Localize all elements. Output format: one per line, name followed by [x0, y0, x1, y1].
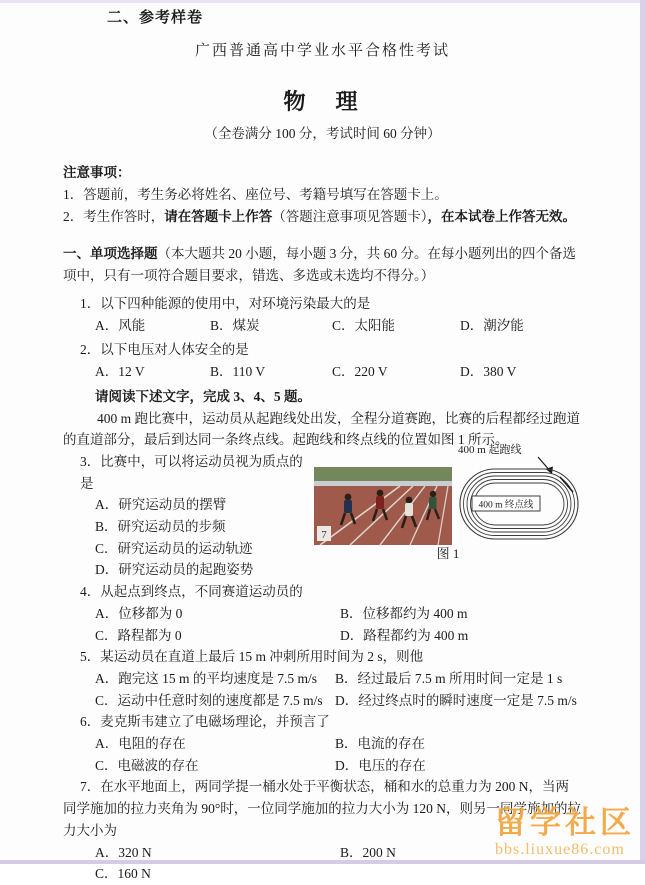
option-a: A．跑完这 15 m 的平均速度是 7.5 m/s	[95, 670, 318, 686]
subject-title: 物 理	[283, 89, 362, 114]
option-d: D．研究运动员的起跑姿势	[95, 562, 254, 578]
question-3-stem: 3．比赛中，可以将运动员视为质点的是	[80, 453, 303, 491]
exam-title: 广西普通高中学业水平合格性考试	[194, 43, 450, 59]
notice-block	[63, 162, 582, 228]
question-1-options	[95, 315, 582, 337]
option-d: D．经过终点时的瞬时速度一定是 7.5 m/s	[335, 692, 577, 708]
option-c: C．160 N	[95, 866, 151, 882]
option-a: A．研究运动员的摆臂	[95, 497, 227, 513]
notice-item-2	[63, 206, 582, 228]
question-6	[63, 711, 582, 776]
question-1	[63, 293, 582, 336]
option-d: D．380 V	[460, 364, 517, 380]
question-1-stem: 1．以下四种能源的使用中，对环境污染最大的是	[80, 296, 371, 311]
scan-edge-right	[640, 0, 645, 864]
option-c: C．太阳能	[332, 317, 396, 333]
option-a: A．12 V	[95, 364, 145, 380]
figure-1-media	[314, 441, 582, 545]
option-c: C．研究运动员的运动轨迹	[95, 540, 253, 556]
track-start-label: 400 m 起跑线	[458, 443, 522, 456]
notice-item-1: 1．答题前，考生务必将姓名、座位号、考籍号填写在答题卡上。	[63, 187, 448, 202]
question-4	[63, 581, 582, 646]
photo-lane-marker: 7	[321, 528, 327, 541]
option-c: C．220 V	[332, 364, 388, 380]
question-5-options-ab	[95, 668, 582, 690]
question-6-options-cd	[95, 755, 582, 777]
track-finish-label: 400 m 终点线	[478, 500, 534, 511]
notice-heading: 注意事项：	[63, 165, 131, 180]
notice-item-2-bold2: ，在本试卷上作答无效。	[427, 209, 576, 224]
option-c: C．路程都为 0	[95, 627, 182, 643]
option-b: B．经过最后 7.5 m 所用时间一定是 1 s	[335, 670, 563, 686]
section-heading	[63, 243, 582, 287]
section-heading-title: 一、单项选择题	[63, 246, 158, 261]
question-4-options-cd	[95, 625, 582, 647]
notice-item-2-bold1: 请在答题卡上作答	[164, 209, 273, 224]
section-label: 二、参考样卷	[107, 10, 204, 26]
runners-photo	[314, 467, 452, 545]
option-c: C．电磁波的存在	[95, 757, 199, 773]
scan-edge-top	[0, 0, 645, 3]
watermark-site-url: bbs.liuxue86.com	[495, 841, 625, 858]
option-b: B．煤炭	[210, 317, 260, 333]
option-b: B．研究运动员的步频	[95, 519, 226, 535]
question-6-stem: 6．麦克斯韦建立了电磁场理论，并预言了	[80, 714, 330, 730]
exam-meta: （全卷满分 100 分，考试时间 60 分钟）	[204, 126, 441, 141]
option-d: D．路程都约为 400 m	[340, 627, 469, 643]
option-b: B．位移都约为 400 m	[340, 605, 468, 621]
question-5-options-cd	[95, 690, 582, 712]
figure-1-caption: 图 1	[436, 545, 460, 561]
option-d: D．潮汐能	[460, 317, 524, 333]
option-a: A．320 N	[95, 844, 152, 860]
reading-intro: 请阅读下述文字，完成 3、4、5 题。	[95, 388, 311, 404]
question-5	[63, 646, 582, 711]
question-4-stem: 4．从起点到终点，不同赛道运动员的	[80, 584, 303, 600]
option-d: D．电压的存在	[335, 757, 426, 773]
watermark	[495, 806, 635, 860]
scan-edge-bottom	[0, 860, 645, 864]
option-b: B．电流的存在	[335, 736, 426, 752]
track-diagram	[456, 441, 582, 545]
notice-item-2-prefix: 2．考生作答时，	[63, 209, 165, 224]
option-b: B．110 V	[210, 364, 266, 380]
option-a: A．电阻的存在	[95, 736, 186, 752]
reading-passage: 400 m 跑比赛中，运动员从起跑线处出发，全程分道赛跑，比赛的后程都经过跑道的直道部分，最后到达同一条终点线。起跑线和终点线的位置如图 1 所示。	[63, 410, 580, 448]
figure-1	[314, 441, 582, 562]
notice-item-2-paren: （答题注意事项见答题卡）	[272, 209, 428, 224]
option-a: A．位移都为 0	[95, 605, 183, 621]
question-3-block	[63, 443, 582, 581]
question-2-stem: 2．以下电压对人体安全的是	[80, 342, 249, 358]
option-a: A．风能	[95, 317, 146, 333]
question-2	[63, 339, 582, 382]
question-4-options-ab	[95, 603, 582, 625]
option-b: B．200 N	[340, 844, 396, 860]
section-heading-desc: （本大题共 20 小题，每小题 3 分，共 60 分。在每小题列出的四个备选项中，只有一项符合题目要求，错选、多选或未选均不得分。）	[63, 246, 576, 283]
watermark-site-name: 留学社区	[495, 805, 635, 840]
question-5-stem: 5．某运动员在直道上最后 15 m 冲刺所用时间为 2 s，则他	[80, 649, 424, 665]
option-c: C．运动中任意时刻的速度都是 7.5 m/s	[95, 692, 323, 708]
question-6-options-ab	[95, 733, 582, 755]
question-7-options-cd	[95, 863, 582, 885]
question-7-stem: 7．在水平地面上，两同学提一桶水处于平衡状态，桶和水的总重力为 200 N，当两同学施加的拉力夹角为 90°时，一位同学施加的拉力大小为 120 N，则另一同学施加的拉力大小为	[63, 779, 582, 838]
question-2-options	[95, 361, 582, 383]
